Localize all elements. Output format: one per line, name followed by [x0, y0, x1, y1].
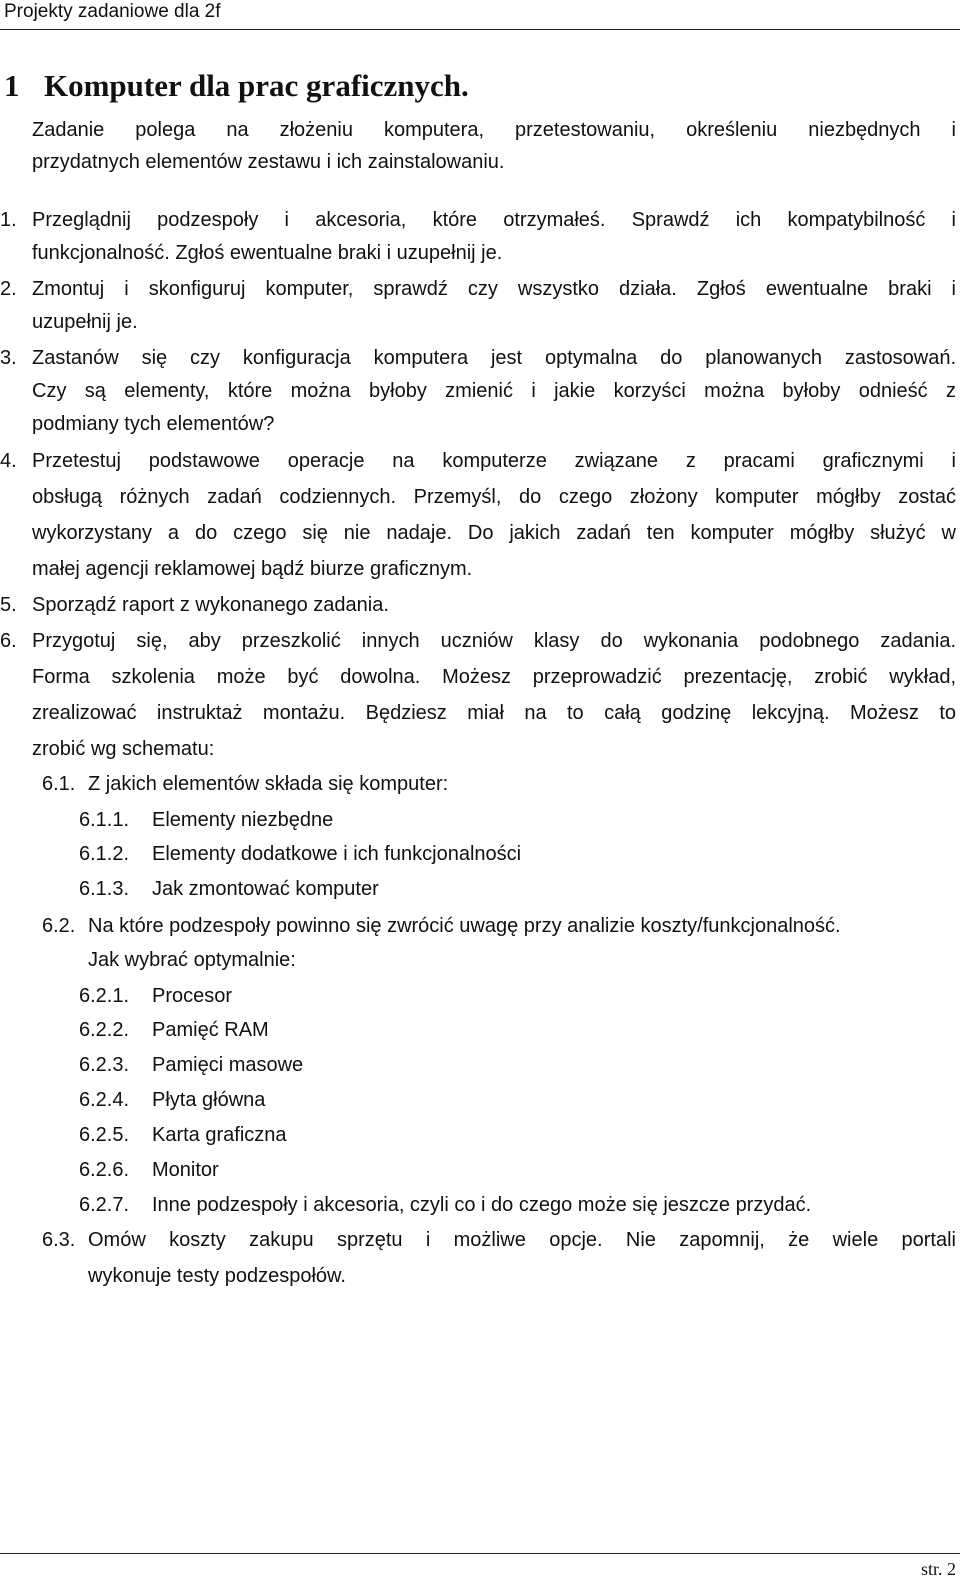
- outline-6-2: [42, 908, 841, 944]
- task-4-row-1: Przetestuj podstawowe operacje na komputerze związane z pracami graficznymi i: [32, 450, 956, 472]
- task-3-row-3: podmiany tych elementów?: [32, 413, 275, 435]
- task-item-3: [0, 342, 956, 441]
- outline-6-1-3: [79, 871, 379, 907]
- task-number: 3.: [0, 347, 17, 369]
- task-item-1: [0, 204, 956, 270]
- task-2-row-2: uzupełnij je.: [32, 311, 138, 333]
- outline-text-continued: wykonuje testy podzespołów.: [88, 1265, 346, 1287]
- intro-line-2: przydatnych elementów zestawu i ich zainstalowaniu.: [32, 151, 505, 173]
- task-list: [0, 204, 956, 767]
- outline-number: 6.2.6.: [79, 1159, 130, 1181]
- task-number: 5.: [0, 594, 17, 616]
- section-title: Komputer dla prac graficznych.: [44, 68, 469, 103]
- task-6-row-1: Przygotuj się, aby przeszkolić innych uczniów klasy do wykonania podobnego zadania.: [32, 630, 956, 652]
- outline-number: 6.2.2.: [79, 1019, 130, 1041]
- intro-line-1: Zadanie polega na złożeniu komputera, przetestowaniu, określeniu niezbędnych i: [32, 119, 956, 141]
- outline-6-2-5: [79, 1117, 287, 1153]
- outline-number: 6.2.1.: [79, 985, 130, 1007]
- task-item-4: [0, 443, 956, 587]
- outline-number: 6.1.3.: [79, 878, 130, 900]
- outline-text: Elementy niezbędne: [152, 809, 334, 831]
- task-6-row-2: Forma szkolenia może być dowolna. Możesz przeprowadzić prezentację, zrobić wykład,: [32, 666, 956, 688]
- outline-6-2-cont: [88, 942, 296, 978]
- task-number: 2.: [0, 278, 17, 300]
- outline-6-1-2: [79, 836, 521, 872]
- task-4-row-2: obsługą różnych zadań codziennych. Przemyśl, do czego złożony komputer mógłby zostać: [32, 486, 956, 508]
- outline-6-2-3: [79, 1047, 303, 1083]
- outline-number: 6.2.3.: [79, 1054, 130, 1076]
- outline-6-2-1: [79, 978, 232, 1014]
- task-3-row-1: Zastanów się czy konfiguracja komputera jest optymalna do planowanych zastosowań.: [32, 347, 956, 369]
- outline-text: Inne podzespoły i akcesoria, czyli co i do czego może się jeszcze przydać.: [152, 1194, 812, 1216]
- task-6-row-4: zrobić wg schematu:: [32, 738, 215, 760]
- outline-text: Pamięć RAM: [152, 1019, 269, 1041]
- section-heading: [4, 66, 469, 106]
- task-1-row-1: Przeglądnij podzespoły i akcesoria, które otrzymałeś. Sprawdź ich kompatybilność i: [32, 209, 956, 231]
- outline-text: Elementy dodatkowe i ich funkcjonalności: [152, 843, 522, 865]
- task-number: 4.: [0, 450, 17, 472]
- outline-text: Jak zmontować komputer: [152, 878, 379, 900]
- outline-number: 6.1.1.: [79, 809, 130, 831]
- outline-6-3: [42, 1222, 956, 1294]
- outline-number: 6.1.: [42, 773, 76, 795]
- outline-6-1: [42, 766, 448, 802]
- task-4-row-4: małej agencji reklamowej bądź biurze graficznym.: [32, 558, 473, 580]
- task-5-row-1: Sporządź raport z wykonanego zadania.: [32, 594, 389, 616]
- task-1-row-2: funkcjonalność. Zgłoś ewentualne braki i uzupełnij je.: [32, 242, 503, 264]
- task-2-row-1: Zmontuj i skonfiguruj komputer, sprawdź czy wszystko działa. Zgłoś ewentualne braki i: [32, 278, 956, 300]
- task-6-row-3: zrealizować instruktaż montażu. Będziesz miał na to całą godzinę lekcyjną. Możesz to: [32, 702, 956, 724]
- outline-text: Monitor: [152, 1159, 219, 1181]
- task-item-6: [0, 623, 956, 767]
- task-number: 6.: [0, 630, 17, 652]
- outline-text: Procesor: [152, 985, 233, 1007]
- outline-text: Omów koszty zakupu sprzętu i możliwe opcje. Nie zapomnij, że wiele portali: [88, 1229, 956, 1251]
- task-3-row-2: Czy są elementy, które można byłoby zmienić i jakie korzyści można byłoby odnieść z: [32, 380, 956, 402]
- outline-text: Pamięci masowe: [152, 1054, 304, 1076]
- outline-6-1-1: [79, 802, 333, 838]
- outline-number: 6.1.2.: [79, 843, 130, 865]
- outline-number: 6.2.: [42, 915, 76, 937]
- outline-text: Karta graficzna: [152, 1124, 287, 1146]
- outline-6-2-7: [79, 1187, 811, 1223]
- task-4-row-3: wykorzystany a do czego się nie nadaje. Do jakich zadań ten komputer mógłby służyć w: [32, 522, 956, 544]
- outline-text: Na które podzespoły powinno się zwrócić uwagę przy analizie koszty/funkcjonalność.: [88, 915, 841, 937]
- task-number: 1.: [0, 209, 17, 231]
- outline-6-2-2: [79, 1012, 269, 1048]
- header-divider: [0, 29, 960, 30]
- outline-number: 6.3.: [42, 1229, 76, 1251]
- page-header: Projekty zadaniowe dla 2f: [4, 1, 221, 22]
- outline-text: Płyta główna: [152, 1089, 266, 1111]
- page-number: str. 2: [920, 1559, 956, 1579]
- outline-text-continued: Jak wybrać optymalnie:: [88, 949, 296, 971]
- outline-text: Z jakich elementów składa się komputer:: [88, 773, 449, 795]
- outline-number: 6.2.5.: [79, 1124, 130, 1146]
- outline-number: 6.2.4.: [79, 1089, 130, 1111]
- section-number: 1: [4, 68, 20, 103]
- task-item-2: [0, 273, 956, 339]
- outline-number: 6.2.7.: [79, 1194, 130, 1216]
- task-item-5: [0, 587, 956, 623]
- outline-6-2-4: [79, 1082, 265, 1118]
- intro-paragraph: [32, 114, 956, 178]
- footer-divider: [0, 1553, 960, 1554]
- outline-6-2-6: [79, 1152, 219, 1188]
